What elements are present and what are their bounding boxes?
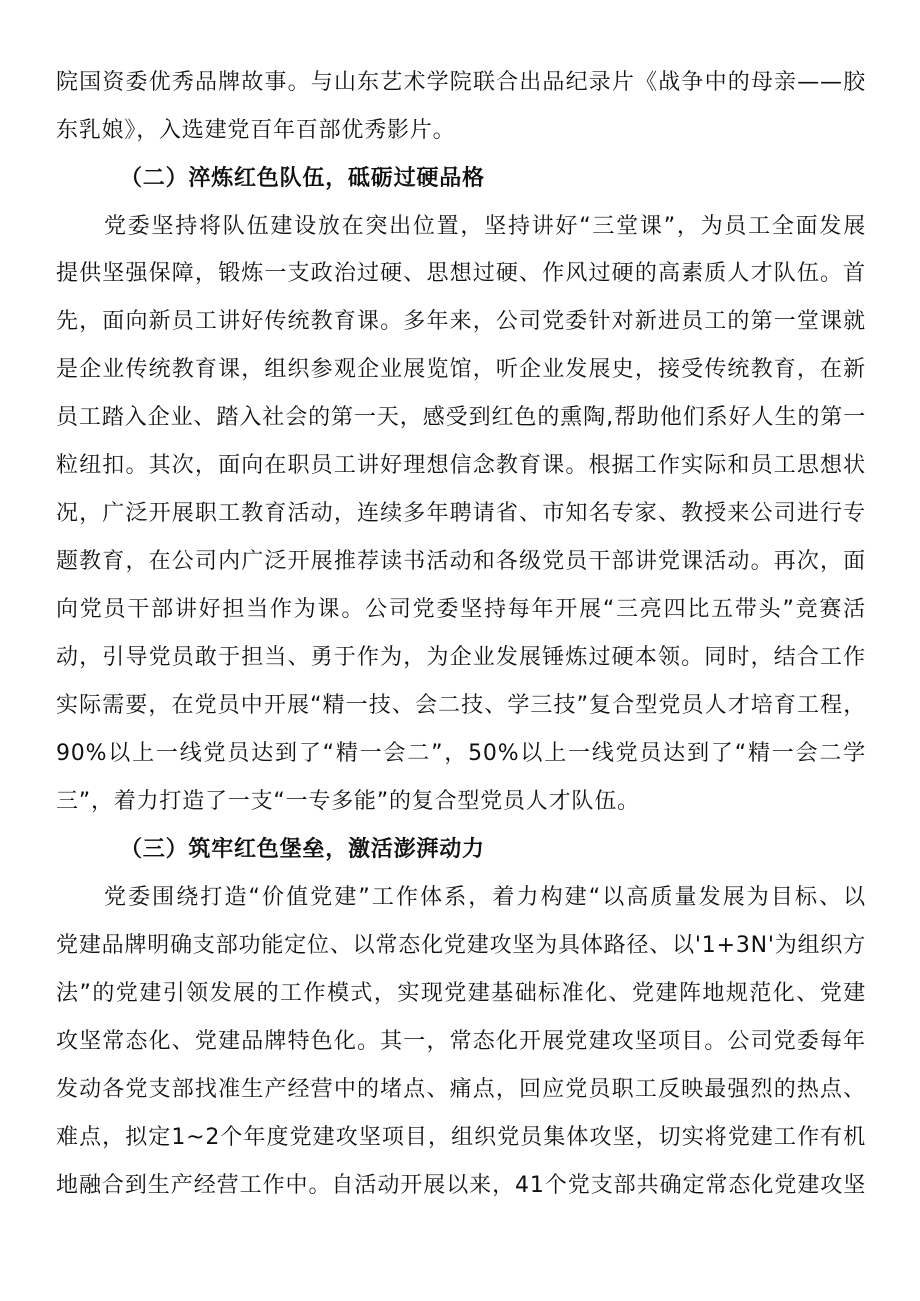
paragraph-line: 题教育，在公司内广泛开展推荐读书活动和各级党员干部讲党课活动。再次，面: [56, 549, 866, 574]
paragraph-line: 三”，着力打造了一支“一专多能”的复合型党员人才队伍。: [56, 789, 640, 814]
paragraph-line: 90%以上一线党员达到了“精一会二”，50%以上一线党员达到了“精一会二学: [56, 741, 866, 766]
paragraph-line: 是企业传统教育课，组织参观企业展览馆，听企业发展史，接受传统教育，在新: [56, 357, 866, 382]
paragraph-line: 攻坚常态化、党建品牌特色化。其一，常态化开展党建攻坚项目。公司党委每年: [56, 1029, 866, 1054]
paragraph-line: 粒纽扣。其次，面向在职员工讲好理想信念教育课。根据工作实际和员工思想状: [56, 453, 866, 478]
section-heading: （二）淬炼红色队伍，砥砺过硬品格: [120, 166, 485, 191]
paragraph-line: 动，引导党员敢于担当、勇于作为，为企业发展锤炼过硬本领。同时，结合工作: [56, 645, 866, 670]
paragraph-line: 员工踏入企业、踏入社会的第一天，感受到红色的熏陶,帮助他们系好人生的第一: [56, 405, 866, 430]
paragraph-line: 地融合到生产经营工作中。自活动开展以来，41个党支部共确定常态化党建攻坚: [56, 1173, 866, 1198]
paragraph-line: 发动各党支部找准生产经营中的堵点、痛点，回应党员职工反映最强烈的热点、: [56, 1077, 866, 1102]
section-heading: （三）筑牢红色堡垒，激活澎湃动力: [120, 837, 485, 862]
paragraph-line: 向党员干部讲好担当作为课。公司党委坚持每年开展“三亮四比五带头”竞赛活: [56, 597, 866, 622]
paragraph-line: 党建品牌明确支部功能定位、以常态化党建攻坚为具体路径、以'1+3N'为组织方: [56, 933, 866, 958]
paragraph-line: 提供坚强保障，锻炼一支政治过硬、思想过硬、作风过硬的高素质人才队伍。首: [56, 261, 866, 286]
paragraph-line: 先，面向新员工讲好传统教育课。多年来，公司党委针对新进员工的第一堂课就: [56, 309, 866, 334]
paragraph-line: 党委坚持将队伍建设放在突出位置，坚持讲好“三堂课”，为员工全面发展: [104, 214, 866, 239]
paragraph-line: 实际需要，在党员中开展“精一技、会二技、学三技”复合型党员人才培育工程，: [56, 693, 866, 718]
paragraph-line: 况，广泛开展职工教育活动，连续多年聘请省、市知名专家、教授来公司进行专: [56, 501, 866, 526]
paragraph-line: 院国资委优秀品牌故事。与山东艺术学院联合出品纪录片《战争中的母亲——胶: [56, 70, 866, 95]
paragraph-line: 难点，拟定1~2个年度党建攻坚项目，组织党员集体攻坚，切实将党建工作有机: [56, 1125, 866, 1150]
paragraph-line: 党委围绕打造“价值党建”工作体系，着力构建“以高质量发展为目标、以: [104, 885, 866, 910]
paragraph-line: 法”的党建引领发展的工作模式，实现党建基础标准化、党建阵地规范化、党建: [56, 981, 866, 1006]
paragraph-line: 东乳娘》，入选建党百年百部优秀影片。: [56, 118, 456, 143]
